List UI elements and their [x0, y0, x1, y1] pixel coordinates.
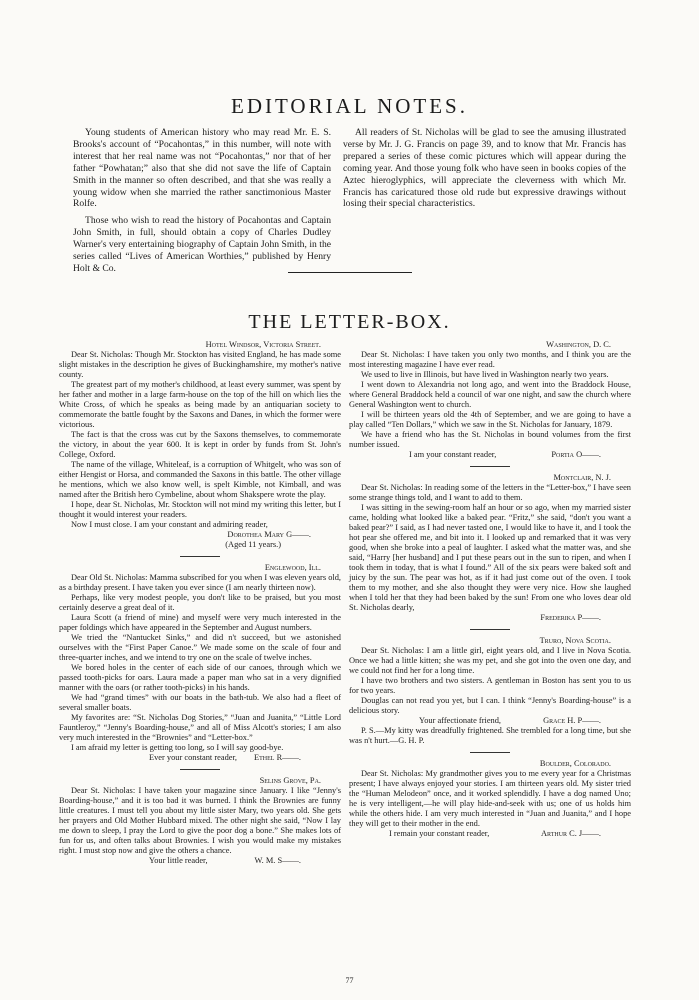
- letter-closing: Your affectionate friend,: [419, 716, 502, 725]
- letter: [59, 776, 341, 866]
- letter-closing: I remain your constant reader,: [389, 829, 490, 838]
- letter: [349, 636, 631, 746]
- letters-left-column: [59, 340, 341, 866]
- letter-closing: Ever your constant reader,: [149, 753, 238, 762]
- letter-age: (Aged 11 years.): [225, 540, 281, 549]
- letter-place: Selins Grove, Pa.: [259, 776, 321, 785]
- letterbox-title: THE LETTER-BOX.: [248, 311, 451, 333]
- letter: [59, 563, 341, 763]
- letter-closing: Your little reader,: [149, 856, 208, 865]
- letter-signature: Grace H. P——.: [543, 716, 601, 725]
- letter-signature: Dorothea Mary G——.: [227, 530, 311, 539]
- letter-paragraph: Dear St. Nicholas: I am a little girl, eight years old, and I live in Nova Scotia. Once we had a little kitten; she was my pet, and she got into the oven one day, and we could not find her for a long time.: [349, 646, 631, 675]
- letter-paragraph: I was sitting in the sewing-room half an hour or so ago, when my married sister came, holding what looked like a baked pear. “Fritz,” she said, “don't you want a baked pear?” I said, as I had never tasted one, I would like to have it, and I took the hot pear she offered me, and bit into it. I looked up and remarked that it was very good, when she broke into a peal of laughter. I asked what the matter was, and she said, “Harry [her husband] and I put these pears out in the sun to ripen, and when I took them in today, that is what I found.” All of the six pears were baked soft and juicy by the sun. The pear was hot, as if it had just come out of the oven. I took them to my mother, and she also thought they were very nice. How she laughed when I told her that they had been baked by the sun! From one who loves dear old St. Nicholas dearly,: [349, 503, 631, 612]
- letter-paragraph: I went down to Alexandria not long ago, and went into the Braddock House, where General Braddock held a council of war one night, and saw the church where General Washington went to church.: [349, 380, 631, 409]
- letter-paragraph: Now I must close. I am your constant and admiring reader,: [71, 520, 268, 529]
- letter-paragraph: I have two brothers and two sisters. A gentleman in Boston has sent you to us for two years.: [349, 676, 631, 695]
- letter-paragraph: We tried the “Nantucket Sinks,” and did n't succeed, but we astonished ourselves with the “First Paper Canoe.” We made some on the scale of four and three-quarter inches, and we intend to try one on the scale of twelve inches.: [59, 633, 341, 662]
- editorial-paragraph: All readers of St. Nicholas will be glad to see the amusing illustrated verse by Mr. J. G. Francis on page 39, and to know that Mr. Francis has prepared a series of these comic pictures which will appear during the coming year. And those young folk who have seen in books copies of the Aztec hieroglyphics, will appreciate the cleverness with which Mr. Francis has caricatured those old rude but expressive drawings without losing their special characteristics.: [343, 127, 626, 210]
- editorial-paragraph: Those who wish to read the history of Pocahontas and Captain John Smith, in full, should obtain a copy of Charles Dudley Warner's very entertaining biography of Captain John Smith, in the series called “Lives of American Worthies,” published by Henry Holt & Co.: [73, 215, 331, 274]
- letter-paragraph: Dear St. Nicholas: I have taken you only two months, and I think you are the most interesting magazine I have ever read.: [349, 350, 631, 369]
- letter-postscript: P. S.—My kitty was dreadfully frightened. She trembled for a long time, but she was n't hurt.—G. H. P.: [349, 726, 631, 745]
- letters-right-column: [349, 340, 631, 839]
- editorial-title: EDITORIAL NOTES.: [231, 94, 468, 118]
- page-number: 77: [345, 976, 354, 985]
- letter-place: Boulder, Colorado.: [539, 759, 611, 768]
- letter-signature: Ethel R——.: [254, 753, 301, 762]
- letter-paragraph: Dear St. Nicholas: Though Mr. Stockton has visited England, he has made some slight mistakes in the description he gives of Buckinghamshire, my mother's native county.: [59, 350, 341, 379]
- editorial-paragraph: Young students of American history who may read Mr. E. S. Brooks's account of “Pocahontas,” in this number, will note with interest that her real name was not “Pocahontas,” nor that of her father “Powhatan;” also that she did not save the life of Captain Smith in the manner so often described, and that she was really a young widow when she married the rather sanctimonious Master Rolfe.: [73, 127, 331, 210]
- letter-divider: [470, 629, 510, 630]
- letter-paragraph: We have a friend who has the St. Nicholas in bound volumes from the first number issued.: [349, 430, 631, 449]
- letter-divider: [470, 466, 510, 467]
- editorial-right-column: [343, 127, 626, 210]
- letter: [349, 759, 631, 839]
- letter-paragraph: The name of the village, Whiteleaf, is a corruption of Whitgelt, who was son of either Hengist or Horsa, and commanded the Saxons in this battle. The other village he mentions, which we also know well, is spelt Kimble, not Kimball, and was named after the British hero Cymbeline, about whom Shakspere wrote the play.: [59, 460, 341, 499]
- letter-divider: [180, 556, 220, 557]
- letter-paragraph: Dear Old St. Nicholas: Mamma subscribed for you when I was eleven years old, as a birthday present. I have taken you ever since (I am nearly thirteen now).: [59, 573, 341, 592]
- letter-paragraph: I am afraid my letter is getting too long, so I will say good-bye.: [71, 743, 284, 752]
- letter-divider: [470, 752, 510, 753]
- letter-paragraph: I hope, dear St. Nicholas, Mr. Stockton will not mind my writing this letter, but I thought it would interest your readers.: [59, 500, 341, 519]
- letter: [59, 340, 341, 550]
- letter-place: Washington, D. C.: [546, 340, 611, 349]
- letter-paragraph: Douglas can not read you yet, but I can. I think “Jenny's Boarding-house” is a delicious story.: [349, 696, 631, 715]
- letter-signature: W. M. S——.: [254, 856, 301, 865]
- letter-paragraph: We bored holes in the center of each side of our canoes, through which we passed tooth-picks for oars. Laura made a paper man who sat in a very dignified manner with the oars (or rather tooth-picks) in his hands.: [59, 663, 341, 692]
- letter-closing: I am your constant reader,: [409, 450, 497, 459]
- letter-place: Englewood, Ill.: [264, 563, 321, 572]
- letter-paragraph: Perhaps, like very modest people, you don't like to be praised, but you most certainly deserve a great deal of it.: [59, 593, 341, 612]
- letter-signature: Portia O——.: [551, 450, 601, 459]
- letter-paragraph: Dear St. Nicholas: In reading some of the letters in the “Letter-box,” I have seen some strange things told, and I want to add to them.: [349, 483, 631, 502]
- letter-paragraph: The fact is that the cross was cut by the Saxons themselves, to commemorate the victory, in about the year 600. It is kept in order by funds from St. John's College, Oxford.: [59, 430, 341, 459]
- letter-paragraph: Dear St. Nicholas: I have taken your magazine since January. I like “Jenny's Boarding-house,” and it is too bad it was burned. I think the Brownies are funny little creatures. I must tell you about my little sister Mary, two years old. She gets her prayers and Old Mother Hubbard mixed. The other night she said, “Now I lay me down to sleep, I pray the Lord to give the poor dog a bone.” She makes lots of fun for us, and often talks about Brownies. I wish you would make my mistakes right. I must stop now and give the others a chance.: [59, 786, 341, 855]
- letter-place: Montclair, N. J.: [553, 473, 611, 482]
- letter-paragraph: Laura Scott (a friend of mine) and myself were very much interested in the paper foldings which have appeared in the September and August numbers.: [59, 613, 341, 632]
- letter-divider: [180, 769, 220, 770]
- letter-signature: Arthur C. J——.: [541, 829, 601, 838]
- letter-paragraph: My favorites are: “St. Nicholas Dog Stories,” “Juan and Juanita,” “Little Lord Fauntleroy,” “Jenny's Boarding-house,” and all of Miss Alcott's stories; I am also very much interested in the “Brownies” and “Letter-box.”: [59, 713, 341, 742]
- letter-paragraph: Dear St. Nicholas: My grandmother gives you to me every year for a Christmas present; I have always enjoyed your stories. I am thirteen years old. My sister tried the “Human Melodeon” once, and it worked splendidly. I have a dog named Uno; he is very intelligent,—he will play hide-and-seek with us; one of us holds him while the others hide. I am very much interested in “Juan and Juanita,” and I hope they will get to their mother in the end.: [349, 769, 631, 828]
- letter: [349, 340, 631, 460]
- letter: [349, 473, 631, 623]
- letter-place: Hotel Windsor, Victoria Street.: [205, 340, 321, 349]
- letter-signature: Frederika P——.: [540, 613, 601, 622]
- letter-place: Truro, Nova Scotia.: [539, 636, 611, 645]
- letter-paragraph: The greatest part of my mother's childhood, at least every summer, was spent by her father and mother in a large farm-house on the top of the hill on which lies the White Cross, of which he speaks as being made by an antiquarian society to commemorate the battle fought by the Saxons and Danes, in which the former were victorious.: [59, 380, 341, 429]
- letter-paragraph: We had “grand times” with our boats in the bath-tub. We also had a fleet of several smaller boats.: [59, 693, 341, 712]
- letter-paragraph: I will be thirteen years old the 4th of September, and we are going to have a play called “Ten Dollars,” which we saw in the St. Nicholas for January, 1879.: [349, 410, 631, 429]
- editorial-left-column: [73, 127, 331, 275]
- section-divider: [288, 272, 412, 273]
- letter-paragraph: We used to live in Illinois, but have lived in Washington nearly two years.: [361, 370, 609, 379]
